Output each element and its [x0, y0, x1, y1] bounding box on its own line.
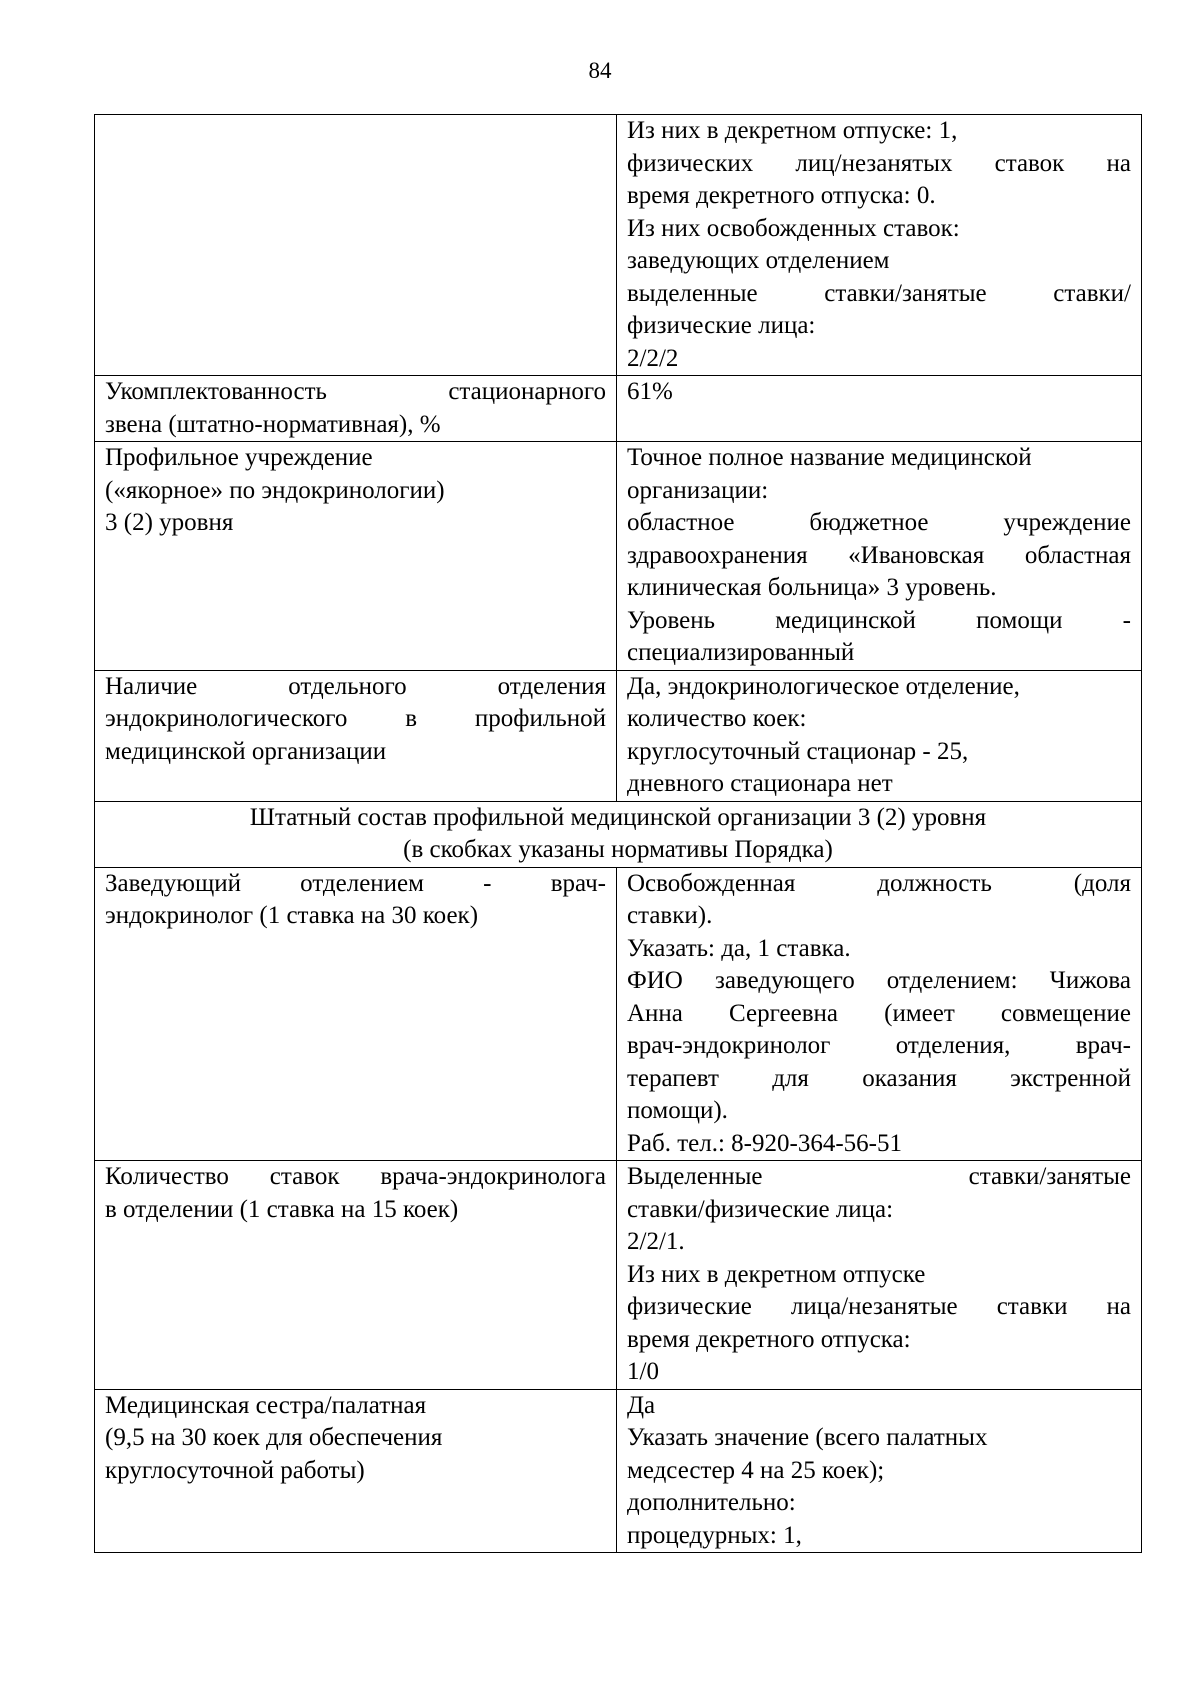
value-line: Указать значение (всего палатных	[627, 1424, 988, 1451]
parameter-line: Профильное учреждение	[105, 444, 373, 471]
parameter-line: Укомплектованность стационарного	[105, 378, 606, 405]
value-line: круглосуточный стационар - 25,	[627, 737, 969, 765]
value-line: здравоохранения «Ивановская областная	[627, 541, 1131, 569]
table-row	[95, 1389, 1142, 1553]
value-line: Выделенные ставки/занятые	[627, 1163, 1131, 1190]
value-line: ставки/физические лица:	[627, 1195, 894, 1223]
value-cell	[617, 115, 1142, 376]
parameter-cell	[95, 867, 617, 1161]
parameter-line: в отделении (1 ставка на 15 коек)	[105, 1195, 459, 1223]
value-line: дополнительно:	[627, 1489, 796, 1516]
value-line: время декретного отпуска:	[627, 1325, 911, 1353]
value-line: Да	[627, 1391, 656, 1419]
parameter-line: эндокринолог (1 ставка на 30 коек)	[105, 902, 479, 929]
parameter-line: Медицинская сестра/палатная	[105, 1391, 427, 1419]
parameter-line: круглосуточной работы)	[105, 1456, 365, 1484]
value-line: клиническая больница» 3 уровень.	[627, 574, 997, 601]
value-cell	[617, 1389, 1142, 1553]
value-line: Анна Сергеевна (имеет совмещение	[627, 999, 1131, 1027]
section-header-line: (в скобках указаны нормативы Порядка)	[403, 836, 833, 863]
value-cell	[617, 1161, 1142, 1390]
table-row	[95, 670, 1142, 801]
table-row	[95, 1161, 1142, 1390]
parameter-line: («якорное» по эндокринологии)	[105, 476, 445, 504]
value-line: Раб. тел.: 8-920-364-56-51	[627, 1129, 902, 1157]
parameter-cell	[95, 115, 617, 376]
value-line: физических лиц/незанятых ставок на	[627, 149, 1131, 177]
parameter-line: Наличие отдельного отделения	[105, 672, 606, 700]
value-cell	[617, 670, 1142, 801]
value-line: 2/2/2	[627, 344, 679, 372]
section-header-cell	[95, 801, 1142, 867]
value-line: Да, эндокринологическое отделение,	[627, 672, 1020, 700]
value-line: заведующих отделением	[627, 247, 890, 274]
value-line: время декретного отпуска: 0.	[627, 182, 936, 209]
parameter-line: медицинской организации	[105, 737, 387, 765]
value-cell	[617, 376, 1142, 442]
value-line: физические лица:	[627, 312, 816, 339]
value-line: ФИО заведующего отделением: Чижова	[627, 967, 1131, 994]
value-line: 61%	[627, 378, 673, 405]
value-line: помощи).	[627, 1097, 728, 1124]
parameter-cell	[95, 1161, 617, 1390]
value-line: Из них в декретном отпуске: 1,	[627, 117, 958, 144]
value-line: Точное полное название медицинской	[627, 444, 1032, 471]
parameter-line: звена (штатно-нормативная), %	[105, 410, 441, 438]
parameter-cell	[95, 1389, 617, 1553]
table-row	[95, 115, 1142, 376]
value-line: количество коек:	[627, 705, 807, 732]
value-line: Из них в декретном отпуске	[627, 1260, 926, 1288]
parameter-line: Количество ставок врача-эндокринолога	[105, 1163, 606, 1190]
section-header-line: Штатный состав профильной медицинской организации 3 (2) уровня	[249, 803, 987, 831]
value-line: физические лица/незанятые ставки на	[627, 1293, 1131, 1320]
staffing-table	[94, 114, 1142, 1553]
parameter-cell	[95, 442, 617, 671]
value-line: ставки).	[627, 902, 713, 929]
parameter-line: эндокринологического в профильной	[105, 705, 606, 732]
value-line: Из них освобожденных ставок:	[627, 214, 960, 242]
value-line: 2/2/1.	[627, 1228, 685, 1255]
value-cell	[617, 442, 1142, 671]
value-line: Уровень медицинской помощи -	[627, 606, 1131, 634]
table-row	[95, 867, 1142, 1161]
value-line: медсестер 4 на 25 коек);	[627, 1456, 885, 1484]
value-line: врач-эндокринолог отделения, врач-	[627, 1032, 1131, 1059]
value-line: организации:	[627, 476, 769, 504]
value-line: Указать: да, 1 ставка.	[627, 934, 851, 962]
value-line: выделенные ставки/занятые ставки/	[627, 279, 1131, 307]
table-row	[95, 376, 1142, 442]
section-header-row	[95, 801, 1142, 867]
value-line: Освобожденная должность (доля	[627, 869, 1131, 897]
value-cell	[617, 867, 1142, 1161]
value-line: 1/0	[627, 1358, 659, 1385]
value-line: терапевт для оказания экстренной	[627, 1064, 1131, 1092]
value-line: дневного стационара нет	[627, 770, 893, 797]
table-row	[95, 442, 1142, 671]
parameter-cell	[95, 376, 617, 442]
parameter-cell	[95, 670, 617, 801]
parameter-line: 3 (2) уровня	[105, 509, 234, 536]
page-number: 84	[588, 58, 612, 83]
parameter-line: Заведующий отделением - врач-	[105, 869, 606, 897]
value-line: процедурных: 1,	[627, 1521, 802, 1549]
parameter-line: (9,5 на 30 коек для обеспечения	[105, 1424, 443, 1451]
value-line: специализированный	[627, 639, 855, 666]
value-line: областное бюджетное учреждение	[627, 509, 1131, 536]
